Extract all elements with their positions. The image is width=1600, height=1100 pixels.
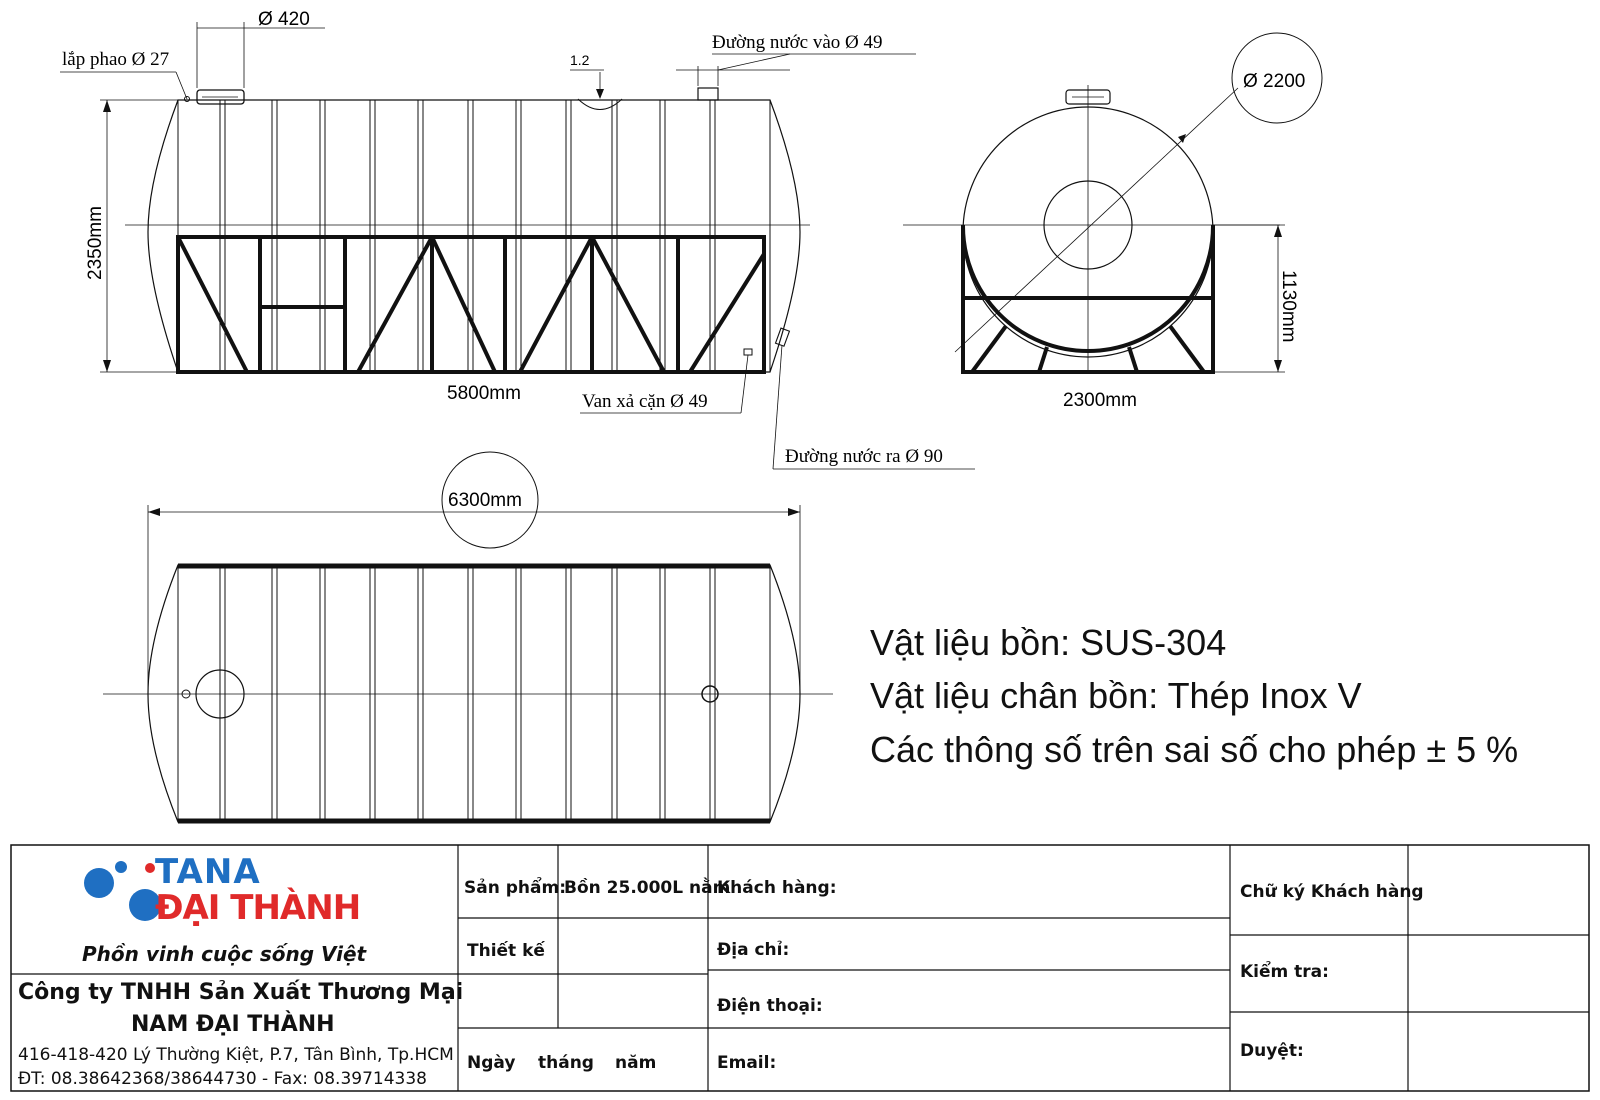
spec-stand-material: Vật liệu chân bồn: Thép Inox V	[870, 675, 1362, 716]
company-slogan: Phồn vinh cuộc sống Việt	[82, 942, 367, 966]
company-logo	[84, 861, 161, 921]
date-day-label: Ngày	[467, 1053, 516, 1073]
customer-signature-label: Chữ ký Khách hàng	[1240, 882, 1424, 902]
side-drain-valve	[744, 349, 752, 355]
product-value: Bồn 25.000L nằm	[564, 878, 731, 898]
top-tank-ribs	[220, 568, 715, 819]
side-inlet-pipe	[698, 88, 718, 100]
company-address: 416-418-420 Lý Thường Kiệt, P.7, Tân Bình, Tp.HCM	[18, 1045, 454, 1065]
designer-label: Thiết kế	[467, 941, 545, 961]
company-name-line1: Công ty TNHH Sản Xuất Thương Mại	[18, 980, 464, 1005]
logo-dot-red	[145, 863, 155, 873]
product-label: Sản phẩm:	[464, 878, 566, 898]
label-outlet: Đường nước ra Ø 90	[785, 446, 943, 467]
address-label: Địa chỉ:	[717, 940, 790, 960]
phone-label: Điện thoại:	[717, 996, 823, 1016]
dim-stand-width: 2300mm	[1063, 390, 1137, 411]
date-month-label: tháng	[538, 1053, 594, 1073]
label-inlet: Đường nước vào Ø 49	[712, 32, 883, 53]
side-stand	[178, 237, 764, 372]
logo-dot-large	[84, 868, 114, 898]
dim-stand-length: 5800mm	[447, 383, 521, 404]
dim-manhole: Ø 420	[258, 9, 310, 30]
logo-text-dai-thanh: ĐẠI THÀNH	[155, 888, 361, 928]
end-view	[903, 33, 1322, 411]
top-view	[103, 452, 833, 822]
spec-tolerance: Các thông số trên sai số cho phép ± 5 %	[870, 729, 1519, 770]
side-view	[60, 9, 975, 469]
approved-label: Duyệt:	[1240, 1041, 1304, 1061]
dim-stand-height: 1130mm	[1278, 270, 1299, 343]
logo-text-tana: TANA	[155, 852, 261, 892]
dim-total-length: 6300mm	[448, 490, 522, 511]
logo-dot-small	[115, 861, 127, 873]
dim-height: 2350mm	[85, 206, 106, 280]
checked-label: Kiểm tra:	[1240, 962, 1329, 982]
spec-tank-material: Vật liệu bồn: SUS-304	[870, 622, 1227, 663]
dim-slope: 1.2	[570, 52, 590, 68]
customer-label: Khách hàng:	[717, 878, 837, 898]
company-name-line2: NAM ĐẠI THÀNH	[131, 1012, 335, 1037]
email-label: Email:	[717, 1053, 777, 1073]
company-contact: ĐT: 08.38642368/38644730 - Fax: 08.39714338	[18, 1069, 427, 1089]
label-float-valve: lắp phao Ø 27	[62, 49, 170, 70]
label-drain: Van xả cặn Ø 49	[582, 391, 708, 412]
dim-diameter: Ø 2200	[1243, 71, 1306, 92]
date-year-label: năm	[615, 1053, 657, 1073]
